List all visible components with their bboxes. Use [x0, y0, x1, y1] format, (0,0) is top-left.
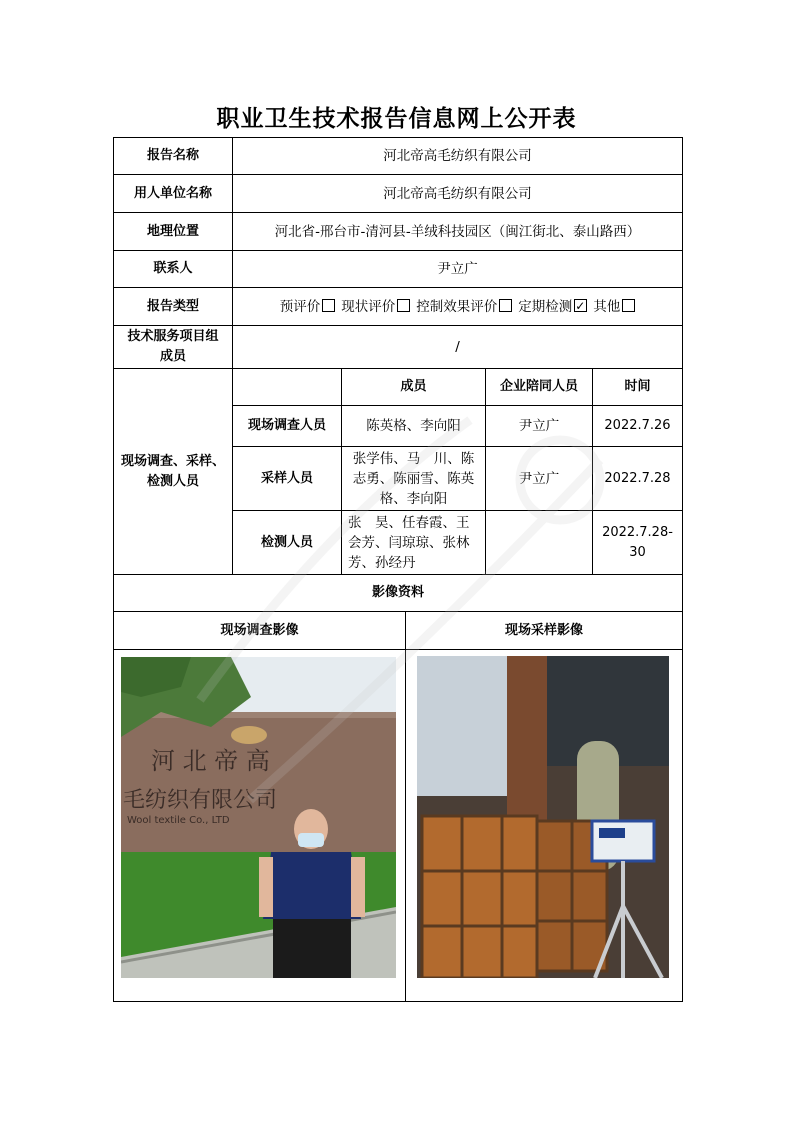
personnel-header-blank [232, 368, 342, 406]
team-value: / [232, 325, 683, 369]
report-name-label: 报告名称 [113, 137, 233, 175]
report-type-options [232, 287, 683, 326]
role-detection: 检测人员 [232, 510, 342, 575]
header-escort: 企业陪同人员 [485, 368, 593, 406]
survey-image-label: 现场调查影像 [113, 611, 406, 650]
report-name-value: 河北帝高毛纺织有限公司 [232, 137, 683, 175]
personnel-label: 现场调查、采样、检测人员 [113, 368, 233, 575]
location-value: 河北省-邢台市-清河县-羊绒科技园区（闽江街北、泰山路西） [232, 212, 683, 251]
option-pre-evaluation: 预评价 [280, 297, 336, 317]
option-other: 其他 [593, 297, 635, 317]
contact-value: 尹立广 [232, 250, 683, 288]
checkbox-icon[interactable] [322, 299, 335, 312]
image-section-label: 影像资料 [113, 574, 683, 612]
escort-sampling: 尹立广 [485, 446, 593, 511]
checkbox-checked-icon[interactable] [574, 299, 587, 312]
team-label: 技术服务项目组成员 [113, 325, 233, 369]
option-control-effect-evaluation: 控制效果评价 [416, 297, 512, 317]
employer-label: 用人单位名称 [113, 174, 233, 213]
sampling-photo [417, 656, 669, 978]
sign-text-mid: 毛纺织有限公司 [123, 788, 278, 813]
date-detection: 2022.7.28-30 [592, 510, 683, 575]
escort-detection [485, 510, 593, 575]
checkbox-icon[interactable] [499, 299, 512, 312]
date-survey: 2022.7.26 [592, 405, 683, 447]
sign-text-top: 河 北 帝 高 [151, 747, 270, 775]
page-title: 职业卫生技术报告信息网上公开表 [216, 105, 577, 132]
date-sampling: 2022.7.28 [592, 446, 683, 511]
option-status-evaluation: 现状评价 [341, 297, 410, 317]
sign-text-en: Wool textile Co., LTD [127, 815, 230, 826]
employer-value: 河北帝高毛纺织有限公司 [232, 174, 683, 213]
contact-label: 联系人 [113, 250, 233, 288]
checkbox-icon[interactable] [397, 299, 410, 312]
header-members: 成员 [341, 368, 486, 406]
checkbox-icon[interactable] [622, 299, 635, 312]
role-survey: 现场调查人员 [232, 405, 342, 447]
report-type-label: 报告类型 [113, 287, 233, 326]
option-periodic-detection: 定期检测✓ [518, 297, 587, 317]
escort-survey: 尹立广 [485, 405, 593, 447]
header-date: 时间 [592, 368, 683, 406]
members-sampling: 张学伟、马 川、陈志勇、陈丽雪、陈英格、李向阳 [341, 446, 486, 511]
sampling-image-label: 现场采样影像 [405, 611, 683, 650]
survey-photo [121, 657, 396, 978]
members-survey: 陈英格、李向阳 [341, 405, 486, 447]
members-detection: 张 昊、任春霞、王会芳、闫琼琼、张林芳、孙经丹 [341, 510, 486, 575]
role-sampling: 采样人员 [232, 446, 342, 511]
location-label: 地理位置 [113, 212, 233, 251]
